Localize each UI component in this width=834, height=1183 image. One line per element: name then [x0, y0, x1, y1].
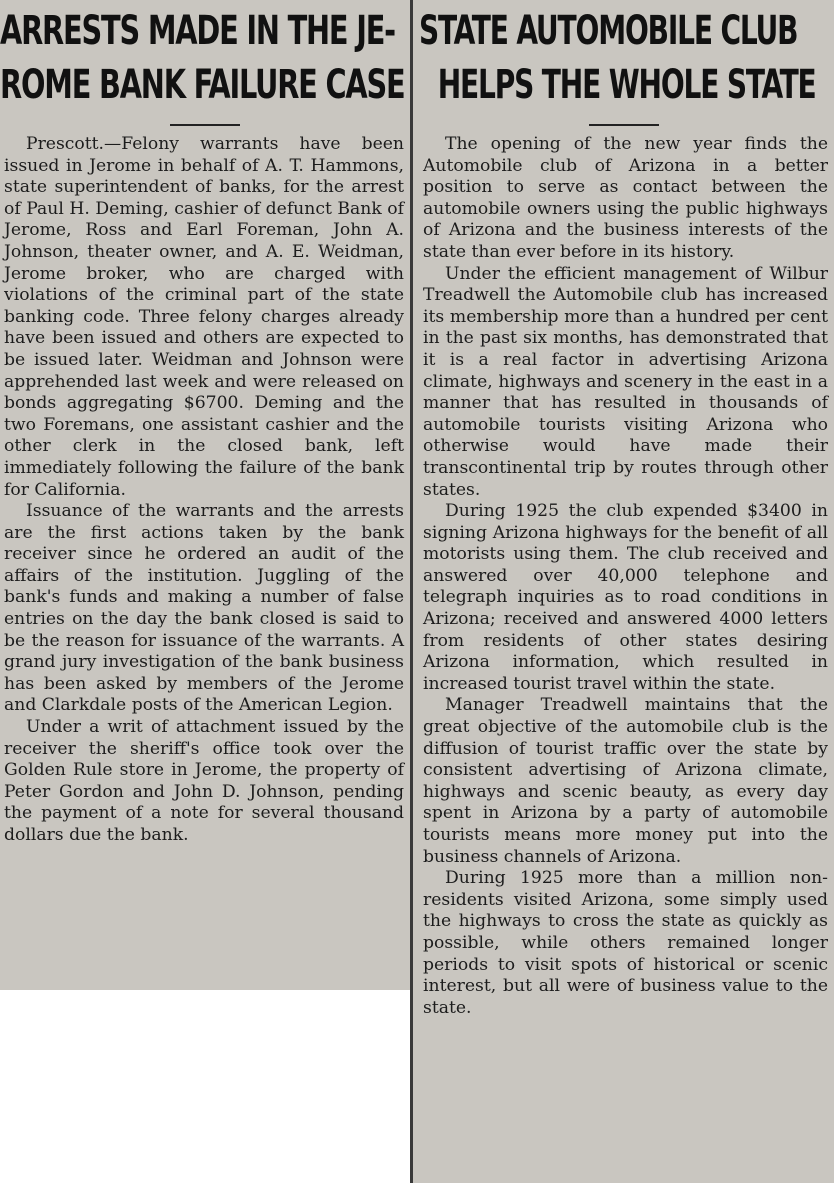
left-headline: [0, 4, 410, 112]
left-article-body: [0, 134, 410, 847]
left-paragraph-3: Under a writ of attachment issued by the receiver the sheriff's office took over the Golden Rule store in Jerome, the property of Peter Gordon and John D. Johnson, pending the payment of a note for several thousand dollars due the bank.: [4, 717, 404, 845]
right-paragraph-2: Under the efficient management of Wilbur Treadwell the Automobile club has increased its membership more than a hundred per cent in the past six months, has demonstrated that it is a real factor in advertising Arizona climate, highways and scenery in the east in a manner that has resulted in thousands of automobile tourists visiting Arizona who otherwise would have made their transcontinental trip by routes through other states.: [423, 263, 828, 500]
right-headline-line2: HELPS THE WHOLE STATE: [437, 62, 816, 108]
right-headline: [413, 4, 834, 112]
right-paragraph-3: During 1925 the club expended $3400 in signing Arizona highways for the benefit of all motorists using them. The club received and answered over 40,000 telephone and telegraph inquiries as to road conditions in Arizona; received and answered 4000 letters from residents of other states desiring Arizona information, which resulted in increased tourist travel within the state.: [423, 501, 828, 694]
right-article: [413, 0, 834, 1183]
right-paragraph-5: During 1925 more than a million non-residents visited Arizona, some simply used the highways to cross the state as quickly as possible, while others remained longer periods to visit spots of historical or scenic interest, but all were of business value to the state.: [423, 868, 828, 1018]
left-headline-line2: ROME BANK FAILURE CASE: [0, 62, 405, 108]
right-paragraph-1: The opening of the new year finds the Automobile club of Arizona in a better position to serve as contact between the automobile owners using the public highways of Arizona and the business interests of the state than ever before in its history.: [423, 134, 828, 262]
left-paragraph-1: Prescott.—Felony warrants have been issued in Jerome in behalf of A. T. Hammons, state superintendent of banks, for the arrest of Paul H. Deming, cashier of defunct Bank of Jerome, Ross and Earl Foreman, John A. Johnson, theater owner, and A. E. Weidman, Jerome broker, who are charged with violations of the criminal part of the state banking code. Three felony charges already have been issued and others are expected to be issued later. Weidman and Johnson were apprehended last week and were released on bonds aggregating $6700. Deming and the two Foremans, one assistant cashier and the other clerk in the closed bank, left immediately following the failure of the bank for California.: [4, 134, 404, 500]
left-headline-line1: ARRESTS MADE IN THE JE-: [0, 8, 395, 54]
right-paragraph-4: Manager Treadwell maintains that the great objective of the automobile club is the diffusion of tourist traffic over the state by consistent advertising of Arizona climate, highways and scenic beauty, as every day spent in Arizona by a party of automobile tourists means more money put into the business channels of Arizona.: [423, 695, 828, 867]
left-paragraph-2: Issuance of the warrants and the arrests are the first actions taken by the bank receiver since he ordered an audit of the affairs of the institution. Juggling of the bank's funds and making a number of false entries on the day the bank closed is said to be the reason for issuance of the warrants. A grand jury investigation of the bank business has been asked by members of the Jerome and Clarkdale posts of the American Legion.: [4, 501, 404, 716]
right-article-body: [413, 134, 834, 1019]
right-headline-line1: STATE AUTOMOBILE CLUB: [419, 8, 798, 54]
left-article: [0, 0, 410, 990]
left-headline-divider: [170, 124, 240, 126]
right-headline-divider: [589, 124, 659, 126]
